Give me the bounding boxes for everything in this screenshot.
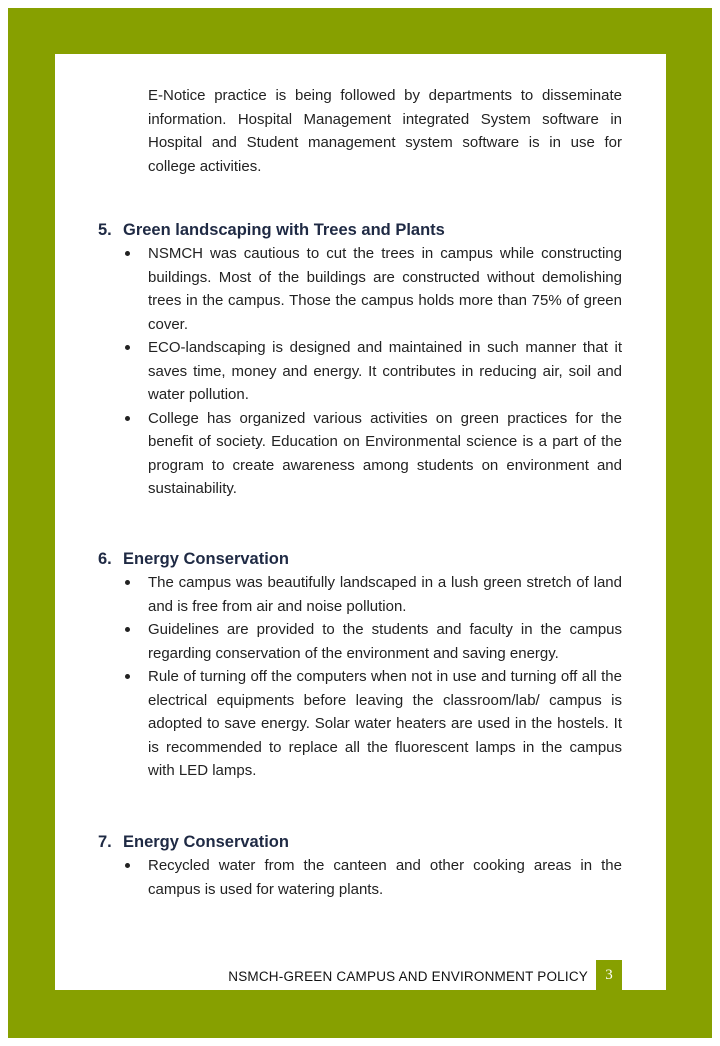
bullet-icon — [125, 863, 130, 868]
bullet-icon — [125, 416, 130, 421]
section-title: Energy Conservation — [123, 833, 289, 851]
list-item — [125, 242, 622, 336]
list-item-text: Guidelines are provided to the students and faculty in the campus regarding conservation of the environment and saving energy. — [148, 621, 622, 662]
section-title: Green landscaping with Trees and Plants — [123, 221, 445, 239]
section-heading — [98, 831, 289, 853]
section-number: 6. — [98, 550, 112, 568]
section-number: 5. — [98, 221, 112, 239]
list-item — [125, 407, 622, 501]
bullet-icon — [125, 345, 130, 350]
bullet-list — [125, 242, 622, 501]
document-page — [55, 54, 666, 990]
bullet-icon — [125, 674, 130, 679]
footer-title: NSMCH-GREEN CAMPUS AND ENVIRONMENT POLICY — [228, 969, 588, 984]
page-number: 3 — [596, 960, 622, 990]
list-item-text: Rule of turning off the computers when not in use and turning off all the electrical equipments before leaving the classroom/lab/ campus is adopted to save energy. Solar water heaters are used in the hostels. It is recommended to replace all the fluorescent lamps in the campus with LED lamps. — [148, 668, 622, 779]
list-item-text: ECO-landscaping is designed and maintained in such manner that it saves time, money and energy. It contributes in reducing air, soil and water pollution. — [148, 339, 622, 403]
intro-paragraph: E-Notice practice is being followed by departments to disseminate information. Hospital Management integrated System software in Hospital and Student management system software is in use for college activities. — [148, 87, 622, 175]
bullet-icon — [125, 580, 130, 585]
list-item — [125, 854, 622, 901]
list-item-text: The campus was beautifully landscaped in a lush green stretch of land and is free from air and noise pollution. — [148, 574, 622, 615]
list-item — [125, 571, 622, 618]
list-item — [125, 336, 622, 407]
bullet-list — [125, 854, 622, 901]
bullet-icon — [125, 627, 130, 632]
section-number: 7. — [98, 833, 112, 851]
list-item-text: NSMCH was cautious to cut the trees in campus while constructing buildings. Most of the buildings are constructed without demolishing trees in the campus. Those the campus holds more than 75% of green cover. — [148, 245, 622, 333]
bullet-list — [125, 571, 622, 783]
section-title: Energy Conservation — [123, 550, 289, 568]
section-heading — [98, 548, 289, 570]
list-item-text: College has organized various activities on green practices for the benefit of society. Education on Environmental science is a part of the program to create awareness among students on environment and sustainability. — [148, 409, 622, 497]
list-item — [125, 618, 622, 665]
list-item — [125, 665, 622, 783]
section-heading — [98, 219, 445, 241]
list-item-text: Recycled water from the canteen and other cooking areas in the campus is used for watering plants. — [148, 857, 622, 898]
bullet-icon — [125, 251, 130, 256]
